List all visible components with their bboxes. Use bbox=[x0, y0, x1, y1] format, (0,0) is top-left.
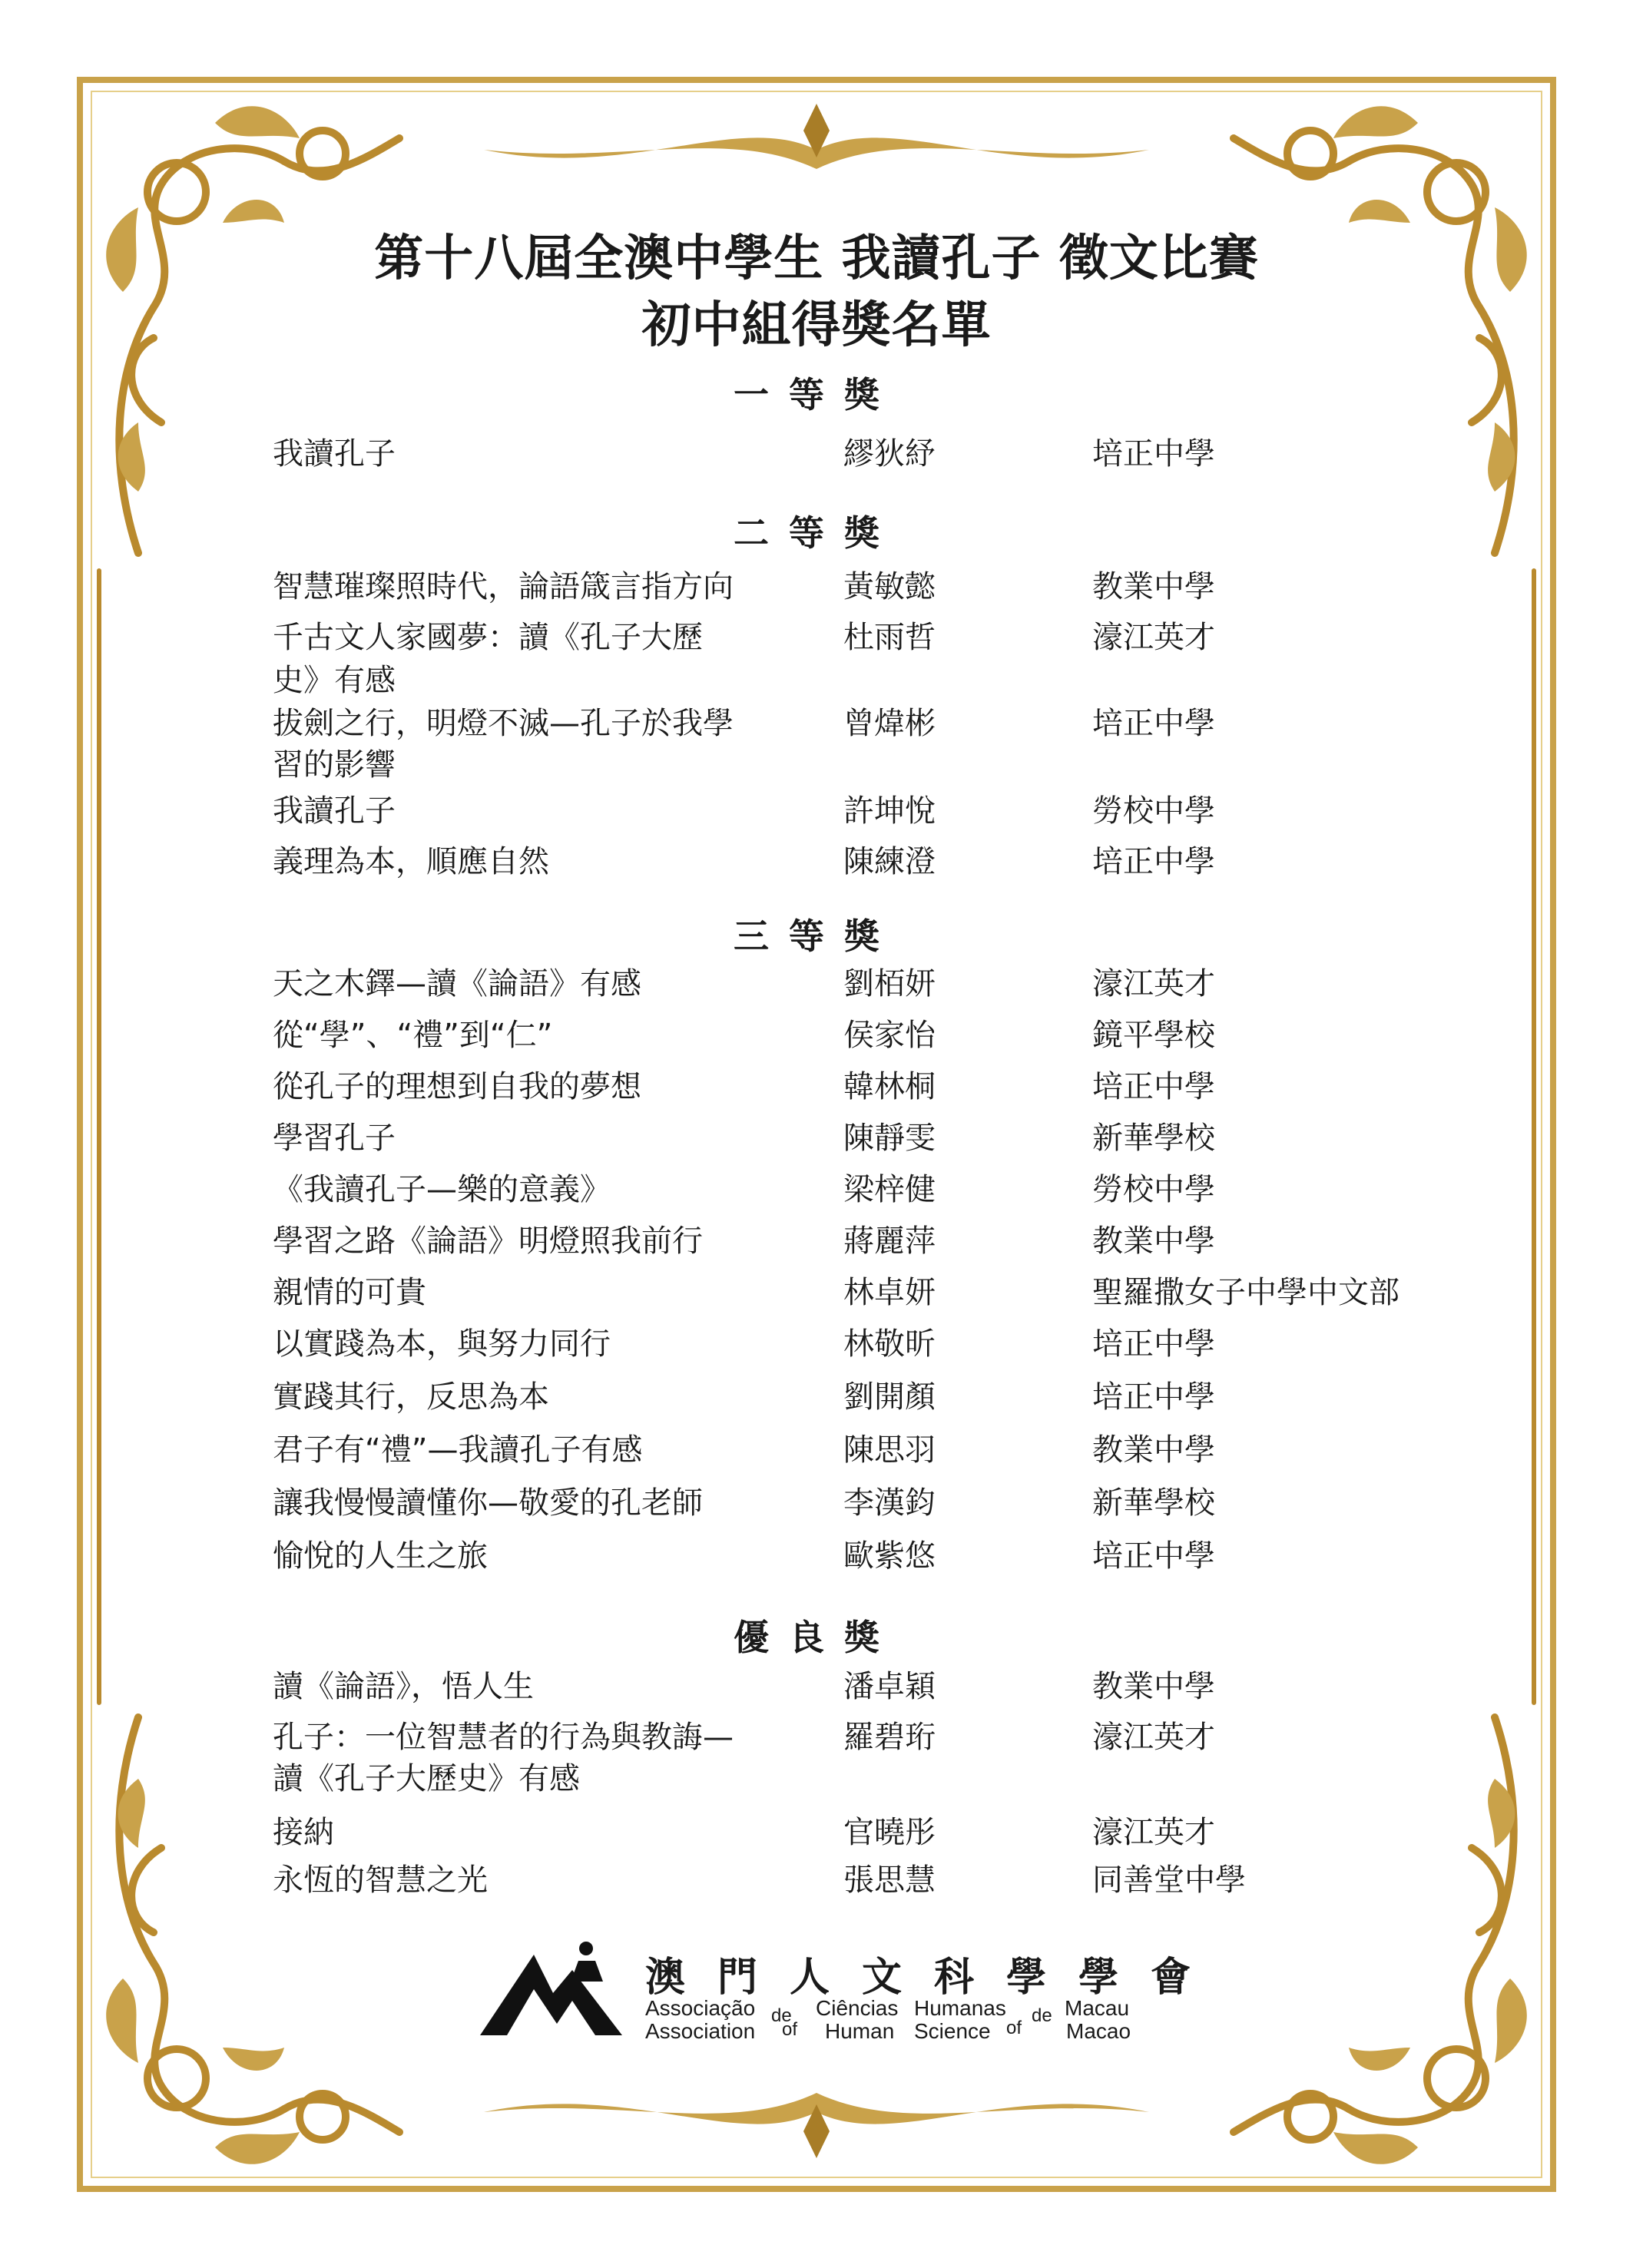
org-word: of bbox=[782, 2019, 798, 2040]
entry-title: 接納 bbox=[273, 1815, 334, 1850]
entry-name: 許坤悅 bbox=[843, 793, 936, 829]
entry-school: 教業中學 bbox=[1092, 1669, 1215, 1704]
page-title: 第十八屆全澳中學生 我讀孔子 徵文比賽 bbox=[374, 230, 1259, 287]
entry-school: 培正中學 bbox=[1092, 1326, 1215, 1362]
org-word: Macau bbox=[1065, 1996, 1130, 2020]
entry-title-line2: 史》有感 bbox=[273, 663, 396, 698]
entry-title: 學習之路《論語》明燈照我前行 bbox=[273, 1223, 703, 1259]
entry-title: 親情的可貴 bbox=[273, 1275, 426, 1310]
ornament-top-center-icon bbox=[476, 96, 1157, 180]
entry-school: 教業中學 bbox=[1092, 1223, 1215, 1259]
entry-school: 濠江英才 bbox=[1092, 620, 1215, 655]
entry-school: 培正中學 bbox=[1092, 436, 1215, 472]
section-heading-third-prize: 三等獎 bbox=[734, 915, 899, 957]
org-name-chinese: 澳門人文科學學會 bbox=[645, 1955, 1224, 2001]
entry-title: 君子有“禮”—我讀孔子有感 bbox=[273, 1432, 643, 1468]
entry-school: 培正中學 bbox=[1092, 844, 1215, 879]
page-subtitle: 初中組得獎名單 bbox=[641, 297, 992, 354]
entry-school: 新華學校 bbox=[1092, 1121, 1215, 1156]
entry-name: 韓林桐 bbox=[843, 1069, 936, 1104]
entry-school: 勞校中學 bbox=[1092, 793, 1215, 829]
entry-title-line1: 千古文人家國夢：讀《孔子大歷 bbox=[273, 620, 703, 655]
entry-title-line1: 拔劍之行，明燈不滅—孔子於我學 bbox=[273, 706, 734, 741]
entry-title: 學習孔子 bbox=[273, 1121, 396, 1156]
entry-title: 天之木鐸—讀《論語》有感 bbox=[273, 966, 641, 1002]
entry-school: 勞校中學 bbox=[1092, 1172, 1215, 1207]
entry-school: 培正中學 bbox=[1092, 1379, 1215, 1415]
entry-name: 陳靜雯 bbox=[843, 1121, 936, 1156]
entry-name: 潘卓穎 bbox=[843, 1669, 936, 1704]
section-heading-first-prize: 一等獎 bbox=[734, 374, 899, 416]
entry-title: 我讀孔子 bbox=[273, 793, 396, 829]
entry-name: 劉栢妍 bbox=[843, 966, 936, 1002]
org-word: Association bbox=[645, 2019, 756, 2043]
entry-school: 濠江英才 bbox=[1092, 966, 1215, 1002]
entry-name: 林卓妍 bbox=[843, 1275, 936, 1310]
right-border-line bbox=[1532, 568, 1536, 1705]
org-word: de bbox=[771, 2005, 792, 2026]
entry-title: 愉悅的人生之旅 bbox=[273, 1538, 488, 1574]
entry-name: 陳練澄 bbox=[843, 844, 936, 879]
entry-title-line2: 讀《孔子大歷史》有感 bbox=[273, 1761, 580, 1796]
entry-school: 培正中學 bbox=[1092, 706, 1215, 741]
ornament-bottom-center-icon bbox=[476, 2081, 1157, 2166]
entry-school: 聖羅撒女子中學中文部 bbox=[1092, 1275, 1399, 1310]
org-word: Science bbox=[914, 2019, 991, 2043]
entry-name: 官曉彤 bbox=[843, 1815, 936, 1850]
entry-name: 曾煒彬 bbox=[843, 706, 936, 741]
org-word: Ciências bbox=[816, 1996, 899, 2020]
entry-name: 陳思羽 bbox=[843, 1432, 936, 1468]
entry-name: 蔣麗萍 bbox=[843, 1223, 936, 1259]
entry-title: 實踐其行，反思為本 bbox=[273, 1379, 549, 1415]
entry-title: 從孔子的理想到自我的夢想 bbox=[273, 1069, 641, 1104]
entry-title: 讀《論語》，悟人生 bbox=[273, 1669, 534, 1704]
entry-name: 梁梓健 bbox=[843, 1172, 936, 1207]
left-border-line bbox=[97, 568, 101, 1705]
entry-title: 《我讀孔子—樂的意義》 bbox=[273, 1172, 611, 1207]
section-heading-merit-prize: 優良獎 bbox=[734, 1617, 899, 1658]
entry-title: 永恆的智慧之光 bbox=[273, 1862, 488, 1898]
entry-school: 濠江英才 bbox=[1092, 1720, 1215, 1755]
entry-title: 從“學”、“禮”到“仁” bbox=[273, 1018, 553, 1053]
entry-school: 教業中學 bbox=[1092, 1432, 1215, 1468]
org-word: of bbox=[1006, 2018, 1022, 2038]
entry-name: 羅碧珩 bbox=[843, 1720, 936, 1755]
entry-school: 培正中學 bbox=[1092, 1538, 1215, 1574]
entry-school: 鏡平學校 bbox=[1092, 1018, 1215, 1053]
entry-name: 黃敏懿 bbox=[843, 569, 936, 604]
entry-school: 培正中學 bbox=[1092, 1069, 1215, 1104]
entry-school: 濠江英才 bbox=[1092, 1815, 1215, 1850]
entry-school: 教業中學 bbox=[1092, 569, 1215, 604]
entry-title: 我讀孔子 bbox=[273, 436, 396, 472]
org-word: Associação bbox=[645, 1996, 756, 2020]
entry-title-line2: 習的影響 bbox=[273, 747, 396, 783]
org-word: Human bbox=[825, 2019, 895, 2043]
entry-name: 歐紫悠 bbox=[843, 1538, 936, 1574]
mountain-logo-icon bbox=[480, 1939, 626, 2039]
entry-name: 劉開顏 bbox=[843, 1379, 936, 1415]
entry-title-line1: 孔子：一位智慧者的行為與教誨— bbox=[273, 1720, 734, 1755]
entry-name: 繆狄紓 bbox=[843, 436, 936, 472]
entry-name: 杜雨哲 bbox=[843, 620, 936, 655]
entry-school: 同善堂中學 bbox=[1092, 1862, 1246, 1898]
entry-name: 侯家怡 bbox=[843, 1018, 936, 1053]
entry-title: 智慧璀璨照時代，論語箴言指方向 bbox=[273, 569, 734, 604]
entry-title: 義理為本，順應自然 bbox=[273, 844, 549, 879]
org-word: de bbox=[1032, 2005, 1052, 2026]
entry-name: 李漢鈞 bbox=[843, 1485, 936, 1521]
entry-title: 讓我慢慢讀懂你—敬愛的孔老師 bbox=[273, 1485, 703, 1521]
org-word: Macao bbox=[1066, 2019, 1131, 2043]
section-heading-second-prize: 二等獎 bbox=[734, 512, 899, 554]
entry-name: 林敬昕 bbox=[843, 1326, 936, 1362]
entry-school: 新華學校 bbox=[1092, 1485, 1215, 1521]
org-word: Humanas bbox=[914, 1996, 1006, 2020]
entry-name: 張思慧 bbox=[843, 1862, 936, 1898]
ornament-bottom-right-icon bbox=[1218, 1702, 1541, 2178]
entry-title: 以實踐為本，與努力同行 bbox=[273, 1326, 611, 1362]
